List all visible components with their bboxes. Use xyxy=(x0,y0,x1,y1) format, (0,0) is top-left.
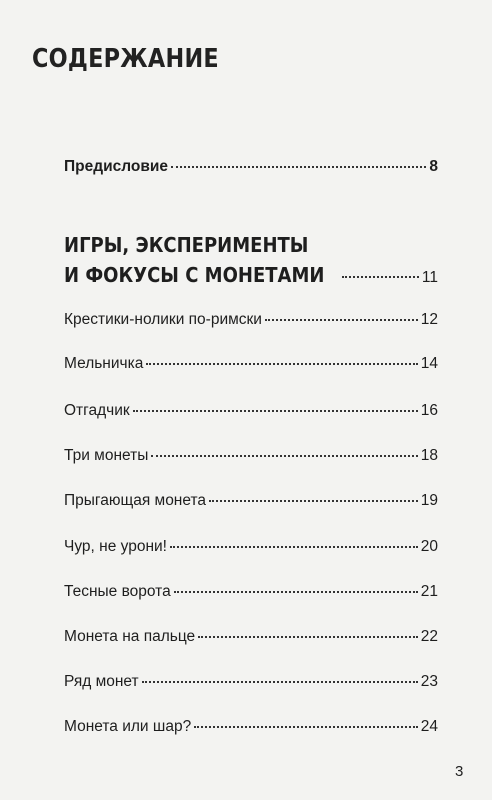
toc-entry-page: 24 xyxy=(420,717,438,735)
toc-entry-page: 21 xyxy=(420,582,438,600)
leader-dots xyxy=(142,665,418,683)
toc-entry-label: Прыгающая монета xyxy=(64,491,207,509)
toc-entry-label: Мельничка xyxy=(64,354,144,372)
toc-entry-page: 14 xyxy=(420,354,438,372)
section-heading-line2: И ФОКУСЫ С МОНЕТАМИ xyxy=(64,263,325,287)
toc-entry-label: Предисловие xyxy=(64,157,169,175)
leader-dots xyxy=(209,484,418,502)
toc-entry xyxy=(64,487,438,510)
toc-entry-page: 20 xyxy=(420,537,438,555)
section-page: 11 xyxy=(421,269,438,286)
toc-entry xyxy=(64,713,438,736)
leader-dots xyxy=(171,150,426,168)
toc-entry xyxy=(64,442,438,465)
leader-dots xyxy=(194,710,418,728)
toc-entry xyxy=(64,533,438,556)
toc-entry-label: Тесные ворота xyxy=(64,582,171,600)
toc-entry-page: 22 xyxy=(420,627,438,645)
toc-entry-page: 12 xyxy=(420,310,438,328)
section-heading xyxy=(64,230,438,293)
section-heading-line1: ИГРЫ, ЭКСПЕРИМЕНТЫ xyxy=(64,233,309,257)
toc-entry xyxy=(64,350,438,373)
toc-entry xyxy=(64,578,438,601)
toc-entry xyxy=(64,306,438,329)
toc-entry xyxy=(64,668,438,691)
section-heading-line2-row xyxy=(64,260,438,293)
leader-dots xyxy=(174,575,418,593)
page-number: 3 xyxy=(455,763,464,780)
toc-entry-preface xyxy=(64,153,438,176)
toc-entry-page: 23 xyxy=(420,672,438,690)
toc-entry-page: 19 xyxy=(420,491,438,509)
toc-entry-label: Крестики-нолики по-римски xyxy=(64,310,262,328)
leader-dots xyxy=(265,303,418,321)
leader-dots xyxy=(170,530,418,548)
leader-dots xyxy=(133,394,418,412)
toc-entry-label: Отгадчик xyxy=(64,401,130,419)
toc-entry xyxy=(64,397,438,420)
leader-dots xyxy=(151,439,417,457)
toc-entry-label: Три монеты xyxy=(64,446,149,464)
leader-dots xyxy=(198,620,418,638)
toc-entry-label: Чур, не урони! xyxy=(64,537,167,555)
page-title: СОДЕРЖАНИЕ xyxy=(32,44,219,74)
leader-dots xyxy=(146,347,417,365)
toc-entry-label: Монета или шар? xyxy=(64,717,192,735)
toc-entry-label: Ряд монет xyxy=(64,672,139,690)
toc-entry-page: 18 xyxy=(420,446,438,464)
toc-entry xyxy=(64,623,438,646)
toc-entry-label: Монета на пальце xyxy=(64,627,196,645)
toc-entry-page: 8 xyxy=(429,157,438,175)
toc-entry-page: 16 xyxy=(420,401,438,419)
leader-dots xyxy=(342,276,419,278)
